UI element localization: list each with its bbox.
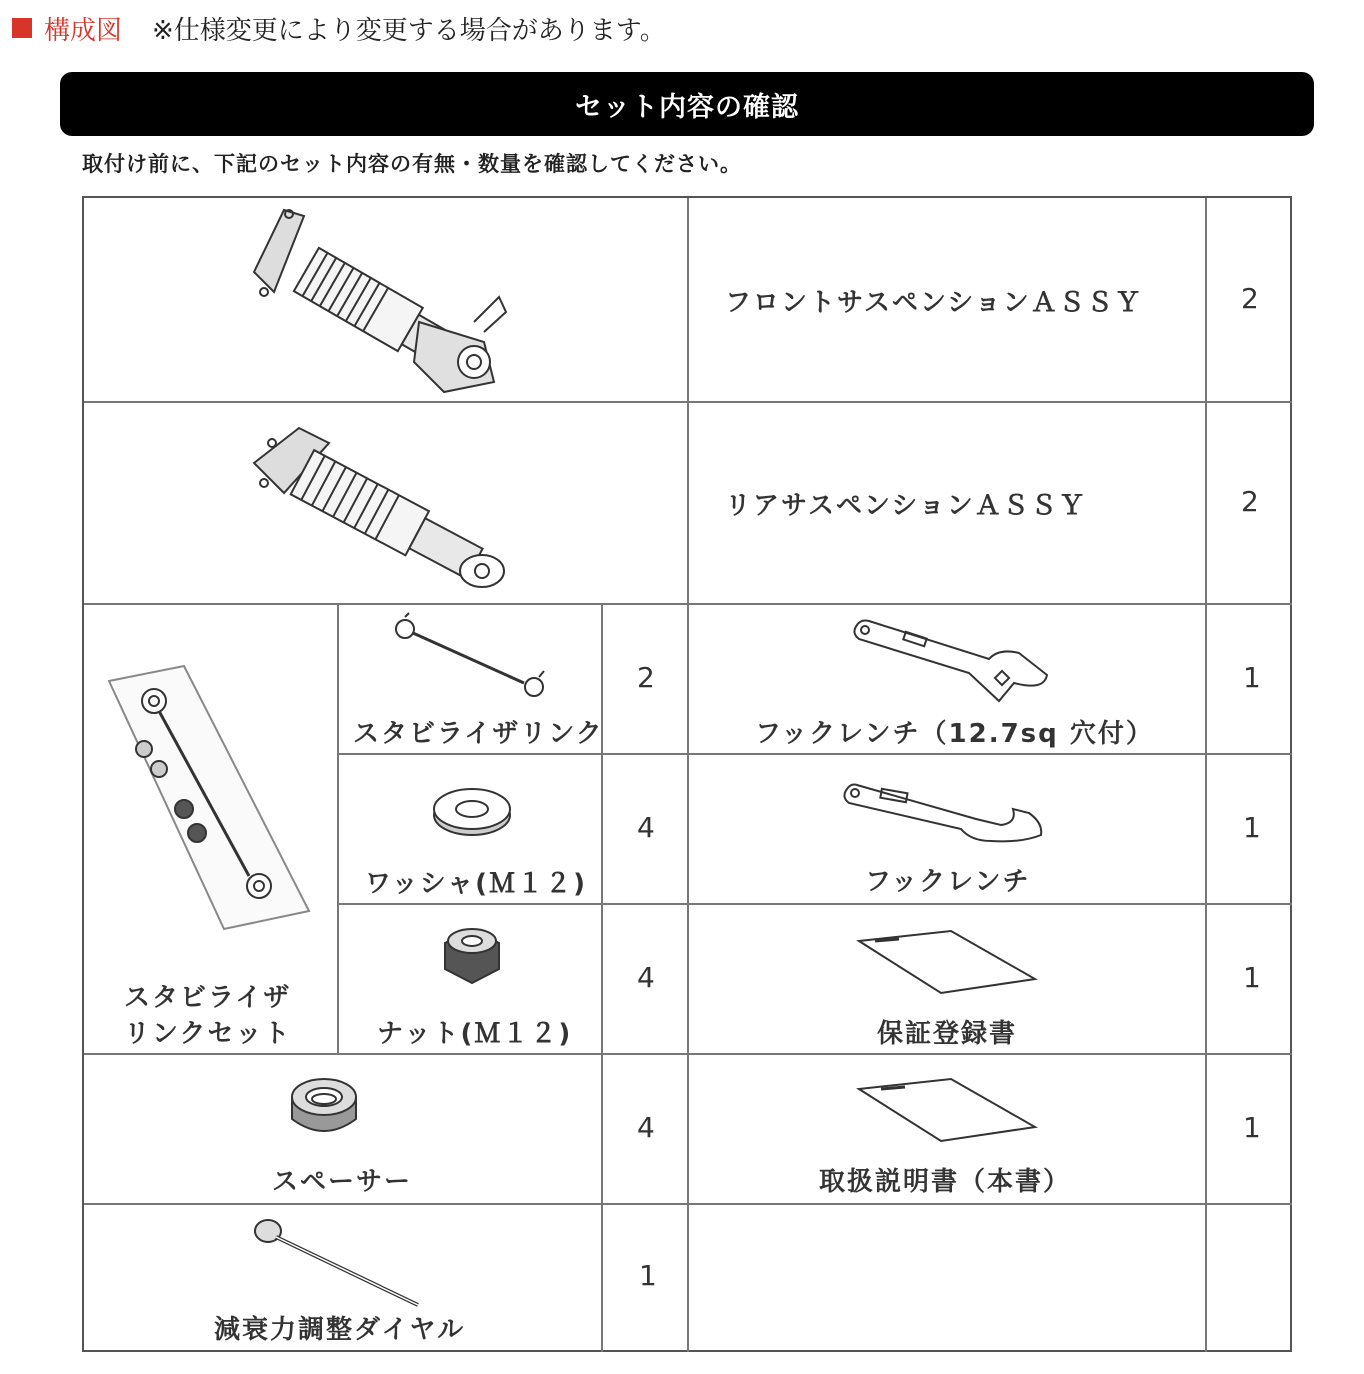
manual-qty: 1 [1243, 1111, 1261, 1144]
damping-dial-qty: 1 [639, 1259, 657, 1292]
hook-wrench-label: フックレンチ [865, 867, 1031, 897]
warranty-card-icon [855, 929, 1039, 997]
nut-qty: 4 [637, 961, 655, 994]
front-suspension-icon [244, 202, 514, 398]
nut-label: ナット(Ｍ１２) [377, 1019, 573, 1049]
banner-title: セット内容の確認 [575, 91, 799, 123]
front-suspension-label: フロントサスペンションＡＳＳＹ [725, 288, 1143, 318]
spec-change-note: ※仕様変更により変更する場合があります。 [152, 15, 666, 46]
rear-suspension-label-cell [689, 403, 1207, 605]
washer-cell [339, 755, 603, 905]
hook-wrench-qty-cell [1207, 755, 1292, 905]
nut-qty-cell [603, 905, 689, 1055]
warranty-card-label: 保証登録書 [877, 1019, 1018, 1049]
empty-item-cell [689, 1205, 1207, 1352]
parts-table [82, 196, 1292, 1352]
stabilizer-link-set-cell [84, 605, 339, 1055]
hook-wrench-icon [841, 779, 1047, 847]
page-header [12, 8, 666, 48]
stabilizer-link-qty-cell [603, 605, 689, 755]
front-suspension-qty-cell [1207, 198, 1292, 403]
manual-label: 取扱説明書（本書） [819, 1167, 1072, 1197]
stabilizer-link-qty: 2 [637, 661, 655, 694]
manual-qty-cell [1207, 1055, 1292, 1205]
rear-suspension-label: リアサスペンションＡＳＳＹ [725, 491, 1087, 521]
rear-suspension-icon [244, 423, 514, 593]
hook-wrench-with-hole-cell [689, 605, 1207, 755]
stabilizer-link-cell [339, 605, 603, 755]
damping-dial-label: 減衰力調整ダイヤル [214, 1315, 466, 1345]
damping-dial-qty-cell [603, 1205, 689, 1352]
section-marker [12, 18, 32, 38]
front-suspension-label-cell [689, 198, 1207, 403]
rear-suspension-qty: 2 [1241, 485, 1259, 518]
hook-wrench-with-hole-label: フックレンチ（12.7sq 穴付） [755, 719, 1154, 749]
stabilizer-link-set-label-line1: スタビライザ [124, 983, 292, 1013]
section-title: 構成図 [44, 15, 123, 46]
washer-label: ワッシャ(Ｍ１２) [365, 869, 587, 899]
hook-wrench-with-hole-qty-cell [1207, 605, 1292, 755]
rear-suspension-qty-cell [1207, 403, 1292, 605]
hook-wrench-cell [689, 755, 1207, 905]
instruction-text: 取付け前に、下記のセット内容の有無・数量を確認してください。 [82, 152, 742, 176]
damping-dial-icon [250, 1213, 430, 1313]
stabilizer-link-icon [389, 611, 559, 701]
banner [60, 72, 1314, 136]
spacer-cell [84, 1055, 603, 1205]
damping-dial-cell [84, 1205, 603, 1352]
washer-qty: 4 [637, 811, 655, 844]
front-suspension-qty: 2 [1241, 282, 1259, 315]
warranty-card-qty: 1 [1243, 961, 1261, 994]
washer-qty-cell [603, 755, 689, 905]
warranty-card-cell [689, 905, 1207, 1055]
front-suspension-image-cell [84, 198, 689, 403]
hook-wrench-with-hole-icon [849, 613, 1049, 703]
rear-suspension-image-cell [84, 403, 689, 605]
stabilizer-link-set-label-line2: リンクセット [124, 1019, 292, 1049]
spacer-label: スペーサー [272, 1167, 413, 1197]
stabilizer-link-set-icon [104, 661, 314, 936]
spacer-icon [288, 1073, 360, 1143]
empty-qty-cell [1207, 1205, 1292, 1352]
manual-cell [689, 1055, 1207, 1205]
hook-wrench-with-hole-qty: 1 [1243, 661, 1261, 694]
warranty-card-qty-cell [1207, 905, 1292, 1055]
manual-icon [855, 1077, 1039, 1145]
hook-wrench-qty: 1 [1243, 811, 1261, 844]
stabilizer-link-label: スタビライザリンク [353, 719, 604, 749]
spacer-qty: 4 [637, 1111, 655, 1144]
nut-cell [339, 905, 603, 1055]
spacer-qty-cell [603, 1055, 689, 1205]
nut-icon [435, 919, 509, 989]
washer-icon [431, 783, 513, 839]
